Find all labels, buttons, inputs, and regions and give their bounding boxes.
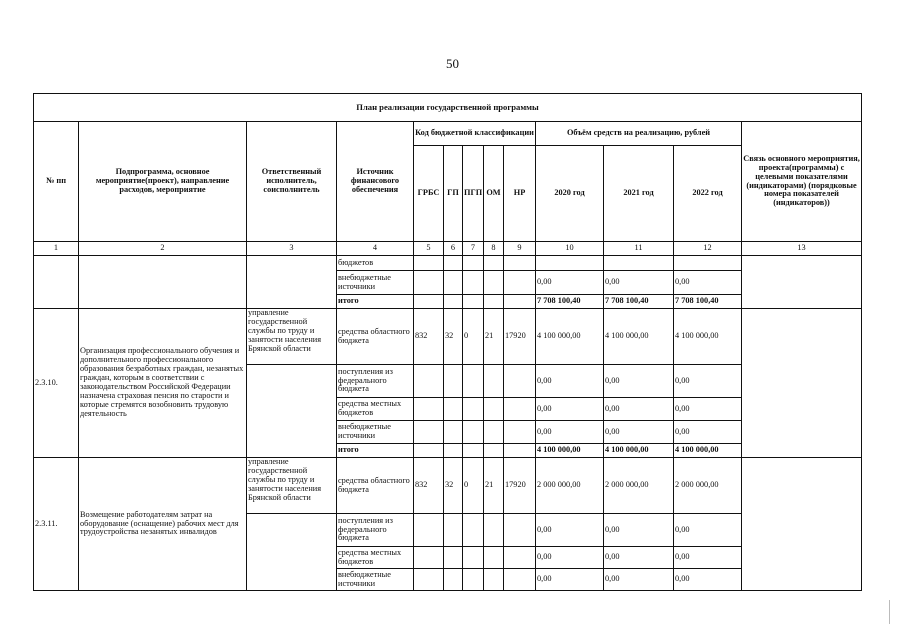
cell-pgp: 0	[463, 458, 484, 514]
table-title-row	[34, 94, 862, 122]
header-2022: 2022 год	[674, 146, 742, 242]
header-row-1	[34, 122, 862, 146]
cell-link	[742, 256, 862, 309]
cell-2021: 0,00	[604, 421, 674, 444]
header-funds: Объём средств на реализацию, рублей	[536, 122, 742, 146]
header-gp: ГП	[444, 146, 463, 242]
cell-2020: 0,00	[536, 398, 604, 421]
item-responsible: управление государственной службы по труду и занятости населения Брянской области	[247, 309, 337, 365]
cell-source: средства областного бюджета	[337, 309, 414, 365]
header-link: Связь основного мероприятия, проекта(программы) с целевыми показателями (индикаторами) (порядковые номера показателей (индикаторов))	[742, 122, 862, 242]
cell-nr: 17920	[504, 309, 536, 365]
cell-2021: 0,00	[604, 271, 674, 295]
header-2021: 2021 год	[604, 146, 674, 242]
col-num-9: 9	[504, 242, 536, 256]
cell-2022	[674, 256, 742, 271]
cell-pgp: 0	[463, 309, 484, 365]
cell-2022: 7 708 100,40	[674, 295, 742, 309]
cell-2021: 2 000 000,00	[604, 458, 674, 514]
cell-2021: 0,00	[604, 398, 674, 421]
col-num-11: 11	[604, 242, 674, 256]
header-om: ОМ	[484, 146, 504, 242]
cell-gp: 32	[444, 458, 463, 514]
cell-source: средства местных бюджетов	[337, 398, 414, 421]
cell-responsible-empty	[247, 514, 337, 591]
cell-2021: 4 100 000,00	[604, 309, 674, 365]
cell-2022: 4 100 000,00	[674, 444, 742, 458]
cell-2021: 0,00	[604, 514, 674, 547]
page-number: 50	[446, 56, 459, 71]
cell-2022: 2 000 000,00	[674, 458, 742, 514]
cell-gp: 32	[444, 309, 463, 365]
col-num-3: 3	[247, 242, 337, 256]
cell-2020: 0,00	[536, 569, 604, 591]
cell-2020: 2 000 000,00	[536, 458, 604, 514]
cell-source: внебюджетные источники	[337, 421, 414, 444]
cell-source: средства областного бюджета	[337, 458, 414, 514]
header-responsible: Ответственный исполнитель, соисполнитель	[247, 122, 337, 242]
program-plan-table	[33, 93, 862, 591]
cell-2020: 0,00	[536, 271, 604, 295]
cell-2020: 0,00	[536, 365, 604, 398]
header-budget-code: Код бюджетной классификации	[414, 122, 536, 146]
cell-2021: 0,00	[604, 569, 674, 591]
cell-link	[742, 458, 862, 591]
cell-2021: 4 100 000,00	[604, 444, 674, 458]
col-num-5: 5	[414, 242, 444, 256]
cell-nr: 17920	[504, 458, 536, 514]
cell-source: итого	[337, 295, 414, 309]
table-row	[34, 256, 862, 271]
cell-2022: 0,00	[674, 421, 742, 444]
cell-2020: 4 100 000,00	[536, 444, 604, 458]
header-nr: НР	[504, 146, 536, 242]
cell-responsible	[247, 256, 337, 309]
cell-source: бюджетов	[337, 256, 414, 271]
cell-link	[742, 309, 862, 458]
col-num-8: 8	[484, 242, 504, 256]
item-number: 2.3.11.	[34, 458, 79, 591]
cell-num	[34, 256, 79, 309]
cell-source: поступления из федерального бюджета	[337, 514, 414, 547]
cell-2020: 0,00	[536, 421, 604, 444]
cell-program	[79, 256, 247, 309]
cell-2021: 0,00	[604, 547, 674, 569]
cell-2022: 0,00	[674, 514, 742, 547]
cell-source: поступления из федерального бюджета	[337, 365, 414, 398]
cell-2021	[604, 256, 674, 271]
cell-2022: 0,00	[674, 398, 742, 421]
cell-2020: 0,00	[536, 547, 604, 569]
cell-2022: 0,00	[674, 569, 742, 591]
cell-grbs: 832	[414, 309, 444, 365]
cell-2020: 4 100 000,00	[536, 309, 604, 365]
cell-responsible-empty	[247, 365, 337, 458]
col-num-6: 6	[444, 242, 463, 256]
header-source: Источник финансового обеспечения	[337, 122, 414, 242]
col-num-10: 10	[536, 242, 604, 256]
cell-om: 21	[484, 309, 504, 365]
column-number-row	[34, 242, 862, 256]
cell-om: 21	[484, 458, 504, 514]
cell-source: внебюджетные источники	[337, 569, 414, 591]
cell-2022: 0,00	[674, 271, 742, 295]
item-name: Возмещение работодателям затрат на оборудование (оснащение) рабочих мест для трудоустройства незанятых инвалидов	[79, 458, 247, 591]
cell-2020	[536, 256, 604, 271]
item-name: Организация профессионального обучения и дополнительного профессионального образования безработных граждан, незанятых граждан, которым в соответствии с законодательством Российской Федерации назначена страховая пенсия по старости и которые стремятся возобновить трудовую деятельность	[79, 309, 247, 458]
cell-2022: 0,00	[674, 547, 742, 569]
cell-2021: 7 708 100,40	[604, 295, 674, 309]
scan-edge-mark	[889, 600, 890, 624]
header-num: № пп	[34, 122, 79, 242]
col-num-12: 12	[674, 242, 742, 256]
header-2020: 2020 год	[536, 146, 604, 242]
header-program: Подпрограмма, основное мероприятие(проект), направление расходов, мероприятие	[79, 122, 247, 242]
table-title: План реализации государственной программы	[34, 94, 862, 122]
cell-source: средства местных бюджетов	[337, 547, 414, 569]
cell-2022: 4 100 000,00	[674, 309, 742, 365]
cell-source: итого	[337, 444, 414, 458]
header-pgp: ПГП	[463, 146, 484, 242]
col-num-7: 7	[463, 242, 484, 256]
col-num-2: 2	[79, 242, 247, 256]
cell-grbs: 832	[414, 458, 444, 514]
table-row	[34, 309, 862, 365]
col-num-4: 4	[337, 242, 414, 256]
cell-2022: 0,00	[674, 365, 742, 398]
item-number: 2.3.10.	[34, 309, 79, 458]
cell-source: внебюджетные источники	[337, 271, 414, 295]
cell-2020: 7 708 100,40	[536, 295, 604, 309]
cell-2021: 0,00	[604, 365, 674, 398]
header-grbs: ГРБС	[414, 146, 444, 242]
col-num-13: 13	[742, 242, 862, 256]
col-num-1: 1	[34, 242, 79, 256]
cell-2020: 0,00	[536, 514, 604, 547]
item-responsible: управление государственной службы по труду и занятости населения Брянской области	[247, 458, 337, 514]
table-row	[34, 458, 862, 514]
